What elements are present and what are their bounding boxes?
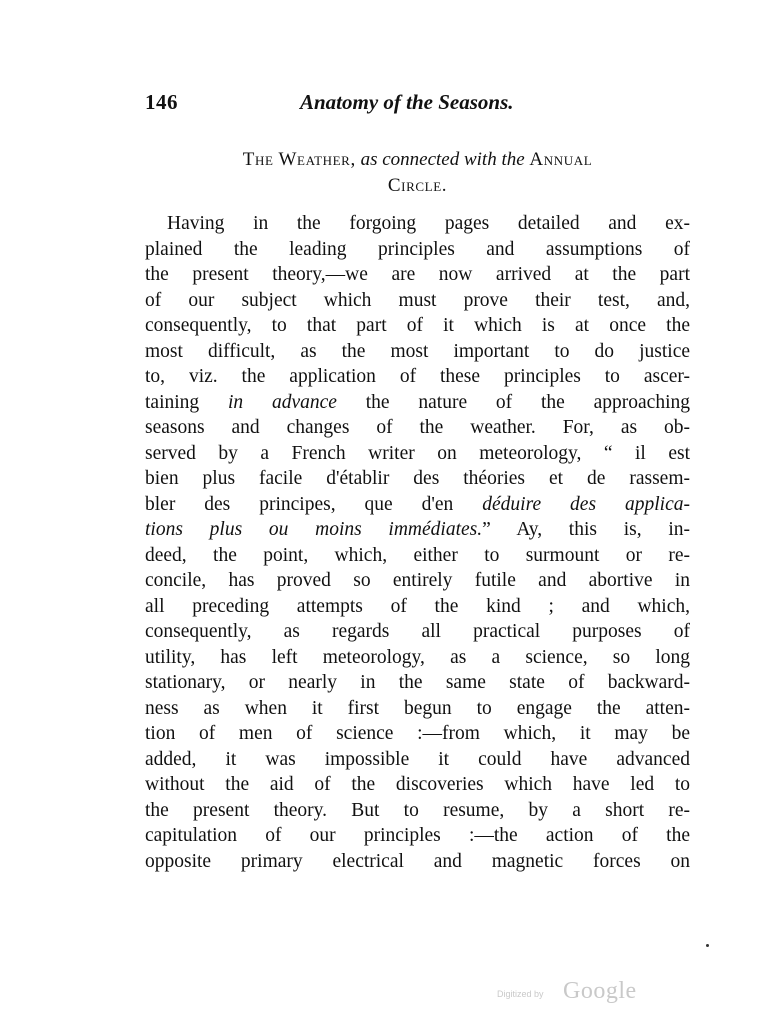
text-line: capitulation of our principles :—the action of the	[145, 825, 690, 846]
section-heading	[145, 147, 690, 199]
page-number: 146	[145, 90, 178, 114]
text-run: taining	[145, 391, 228, 413]
text-line: Having in the forgoing pages detailed and ex-	[167, 213, 690, 234]
text-run: the nature of the approaching	[336, 391, 690, 413]
text-run: bler des principes, que d'en	[145, 493, 483, 515]
text-line: the present theory,—we are now arrived at the part	[145, 264, 690, 285]
text-line: ness as when it first begun to engage the atten-	[145, 697, 690, 719]
text-line: most difficult, as the most important to do justice	[145, 340, 690, 362]
text-line: opposite primary electrical and magnetic forces on	[145, 850, 690, 872]
ink-speck	[706, 944, 709, 947]
italic-run: tions plus ou moins immédiates.	[145, 519, 483, 540]
text-line	[145, 492, 690, 518]
text-line: concile, has proved so entirely futile and abortive in	[145, 570, 690, 591]
text-line: plained the leading principles and assumptions of	[145, 238, 690, 260]
text-line: to, viz. the application of these principles to ascer-	[145, 366, 690, 387]
text-line: utility, has left meteorology, as a science, so long	[145, 646, 690, 668]
text-line: seasons and changes of the weather. For, as ob-	[145, 417, 690, 438]
text-line: added, it was impossible it could have advanced	[145, 748, 690, 770]
text-line: all preceding attempts of the kind ; and which,	[145, 595, 690, 617]
text-line: tion of men of science :—from which, it may be	[145, 723, 690, 744]
heading-part-4: Circle.	[387, 175, 448, 196]
text-line: bien plus facile d'établir des théories et de rassem-	[145, 468, 690, 489]
heading-part-1: The Weather,	[242, 149, 356, 170]
text-line: the present theory. But to resume, by a short re-	[145, 799, 690, 821]
text-line: served by a French writer on meteorology, “ il est	[145, 442, 690, 464]
text-line	[145, 390, 690, 416]
text-line: consequently, as regards all practical purposes of	[145, 621, 690, 642]
running-title: Anatomy of the Seasons.	[300, 90, 514, 114]
google-logo: Google	[563, 978, 637, 1004]
text-run: ” Ay, this is, in-	[482, 519, 690, 540]
text-line: stationary, or nearly in the same state of backward-	[145, 672, 690, 693]
text-line	[145, 517, 690, 543]
digitized-by-label: Digitized by	[497, 989, 544, 999]
text-line: consequently, to that part of it which is at once the	[145, 315, 690, 336]
heading-part-2: as connected with the	[355, 149, 530, 170]
italic-run: in advance	[227, 391, 337, 413]
text-line: deed, the point, which, either to surmount or re-	[145, 544, 690, 566]
body-paragraph	[145, 211, 690, 874]
text-line: without the aid of the discoveries which have led to	[145, 774, 690, 795]
running-head	[145, 90, 690, 120]
italic-run: déduire des applica-	[482, 493, 690, 515]
text-line: of our subject which must prove their test, and,	[145, 289, 690, 311]
heading-part-3: Annual	[529, 149, 593, 170]
